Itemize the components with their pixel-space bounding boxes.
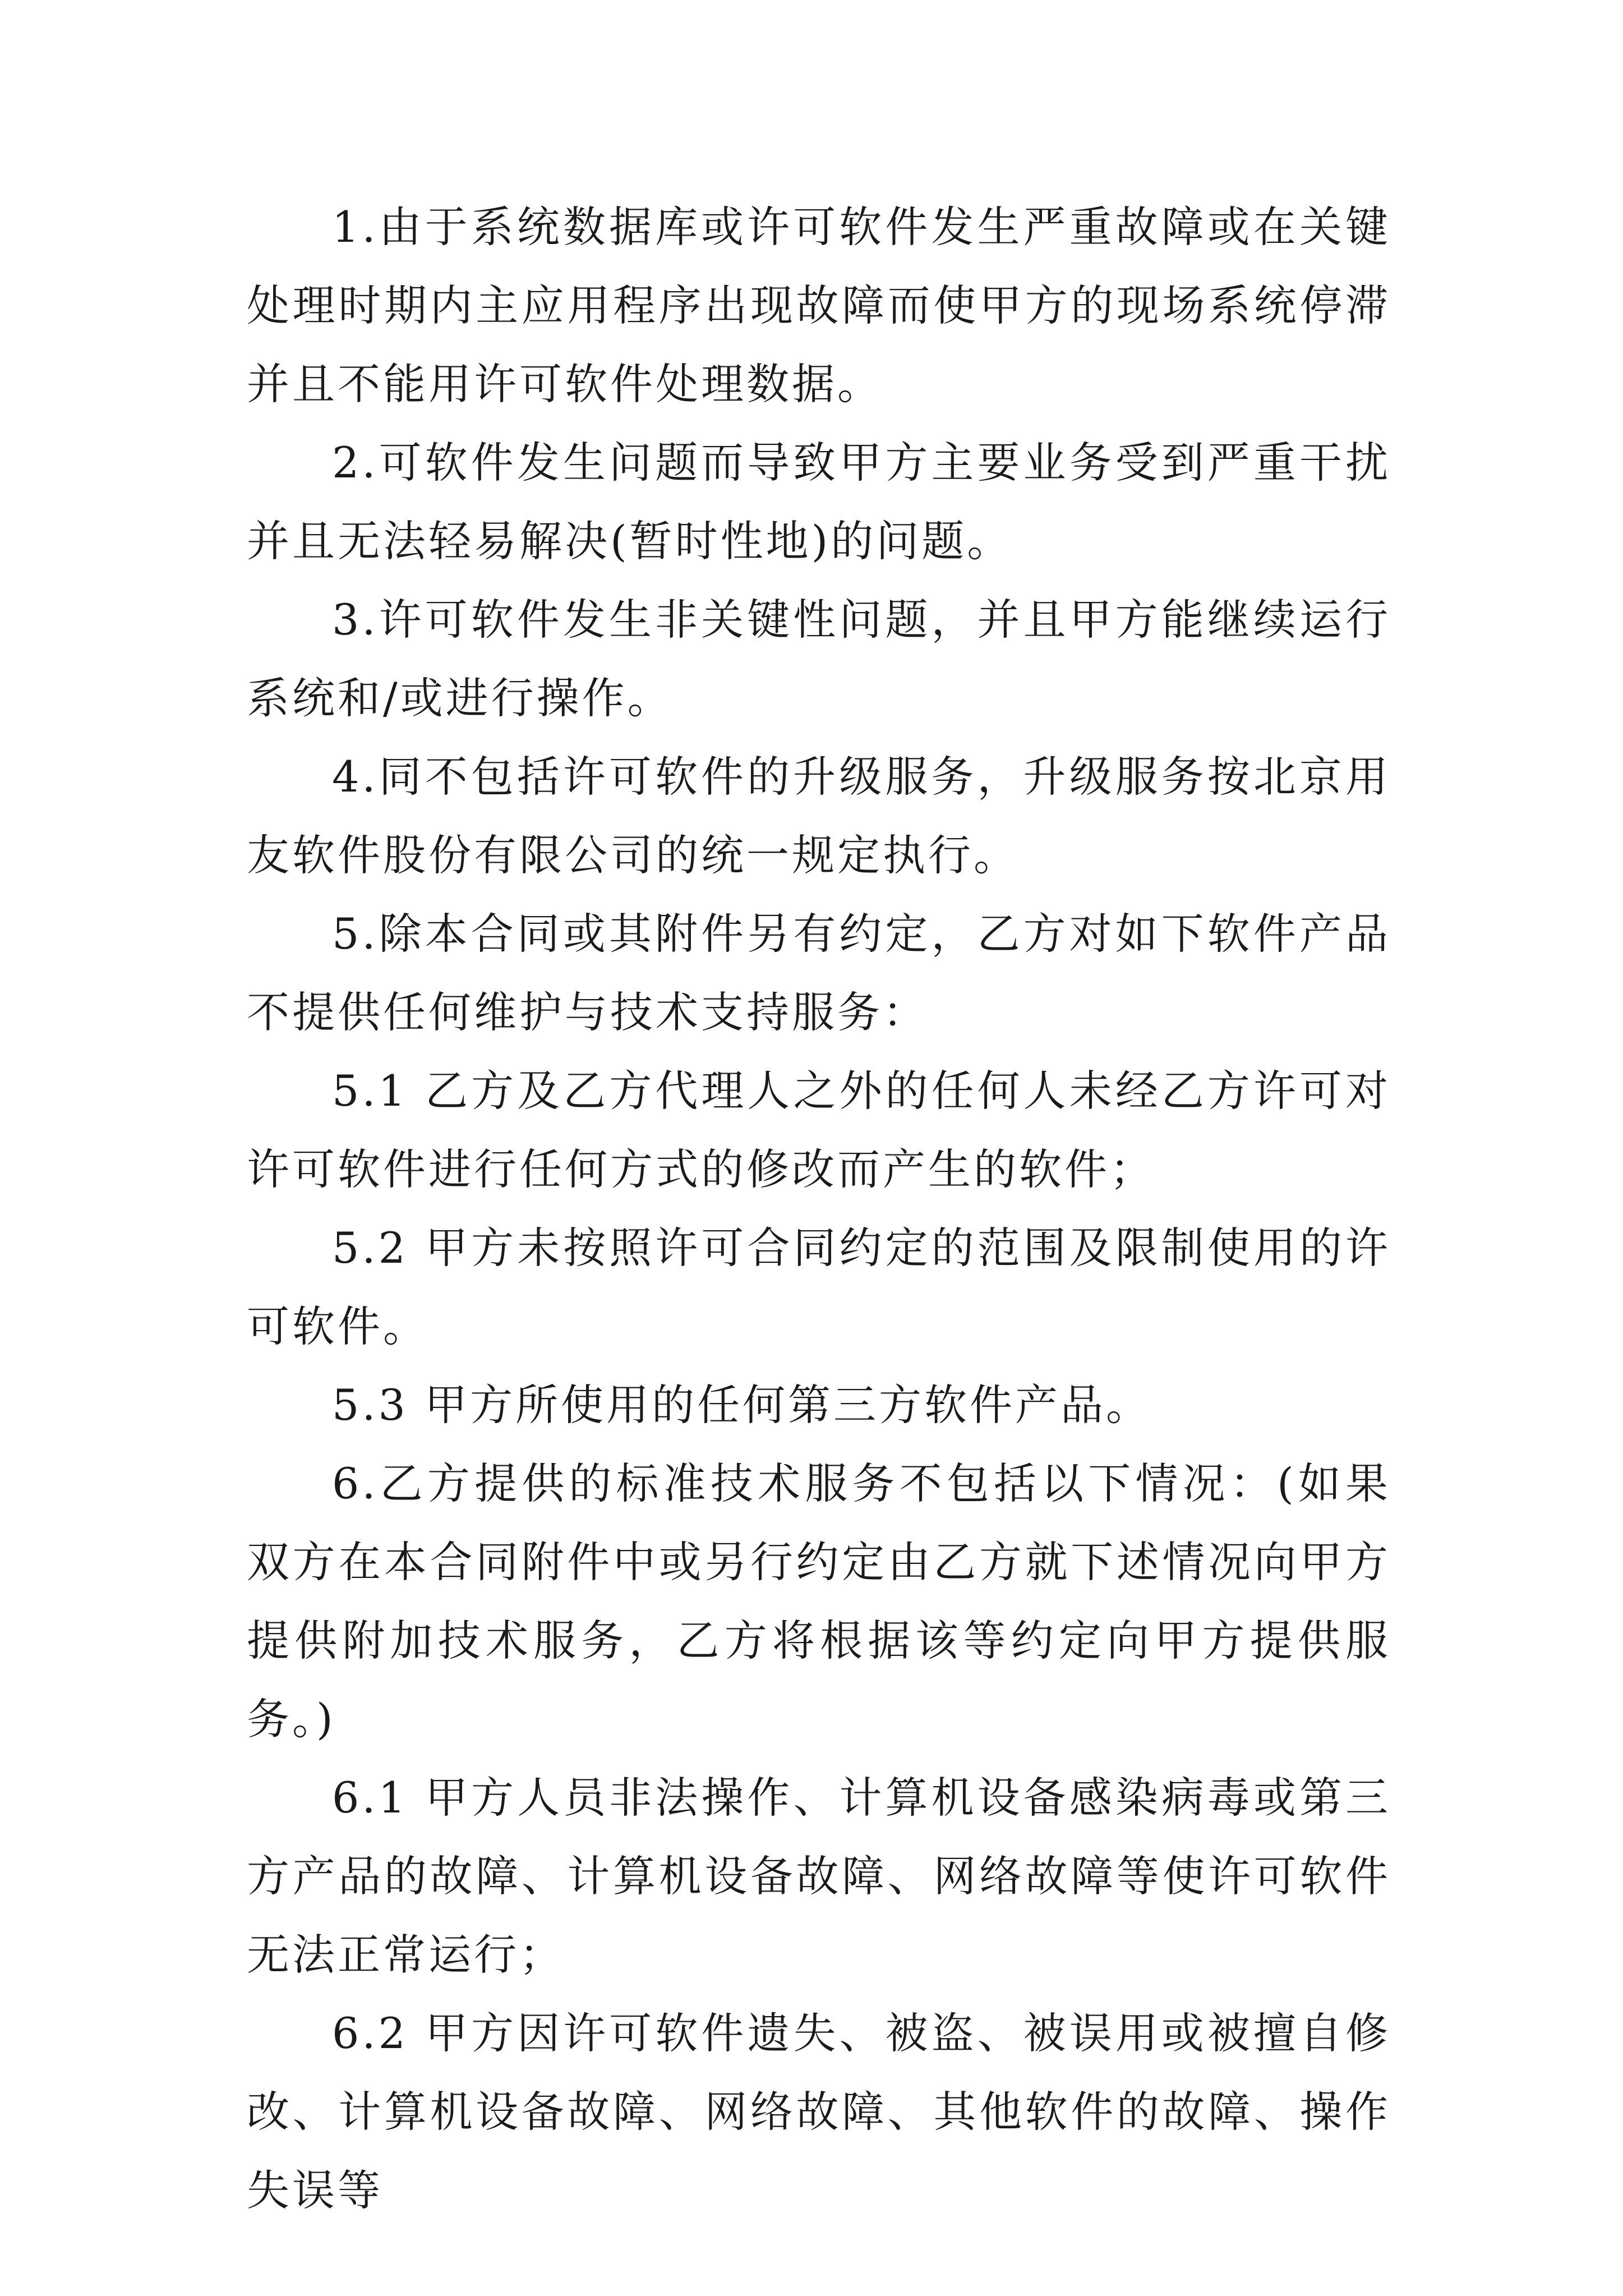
paragraph-2: 2.可软件发生问题而导致甲方主要业务受到严重干扰并且无法轻易解决(暂时性地)的问题。 bbox=[247, 438, 1391, 566]
paragraph-5: 5.除本合同或其附件另有约定，乙方对如下软件产品不提供任何维护与技术支持服务： bbox=[247, 909, 1391, 1037]
paragraph-6-1: 6.1 甲方人员非法操作、计算机设备感染病毒或第三方产品的故障、计算机设备故障、网络故障等使许可软件无法正常运行； bbox=[247, 1773, 1391, 1980]
paragraph-5-3: 5.3 甲方所使用的任何第三方软件产品。 bbox=[332, 1380, 1152, 1430]
paragraph-3: 3.许可软件发生非关键性问题，并且甲方能继续运行系统和/或进行操作。 bbox=[247, 595, 1391, 723]
paragraph-6: 6.乙方提供的标准技术服务不包括以下情况：(如果双方在本合同附件中或另行约定由乙方就下述情况向甲方提供附加技术服务，乙方将根据该等约定向甲方提供服务。) bbox=[247, 1458, 1391, 1744]
paragraph-1: 1.由于系统数据库或许可软件发生严重故障或在关键处理时期内主应用程序出现故障而使甲方的现场系统停滞并且不能用许可软件处理数据。 bbox=[247, 202, 1391, 409]
paragraph-5-1: 5.1 乙方及乙方代理人之外的任何人未经乙方许可对许可软件进行任何方式的修改而产生的软件； bbox=[247, 1066, 1391, 1194]
paragraph-6-2: 6.2 甲方因许可软件遗失、被盗、被误用或被擅自修改、计算机设备故障、网络故障、其他软件的故障、操作失误等 bbox=[247, 2008, 1391, 2215]
paragraph-5-2: 5.2 甲方未按照许可合同约定的范围及限制使用的许可软件。 bbox=[247, 1223, 1391, 1351]
paragraph-4: 4.同不包括许可软件的升级服务，升级服务按北京用友软件股份有限公司的统一规定执行。 bbox=[247, 752, 1391, 880]
document-page bbox=[247, 188, 1391, 2230]
